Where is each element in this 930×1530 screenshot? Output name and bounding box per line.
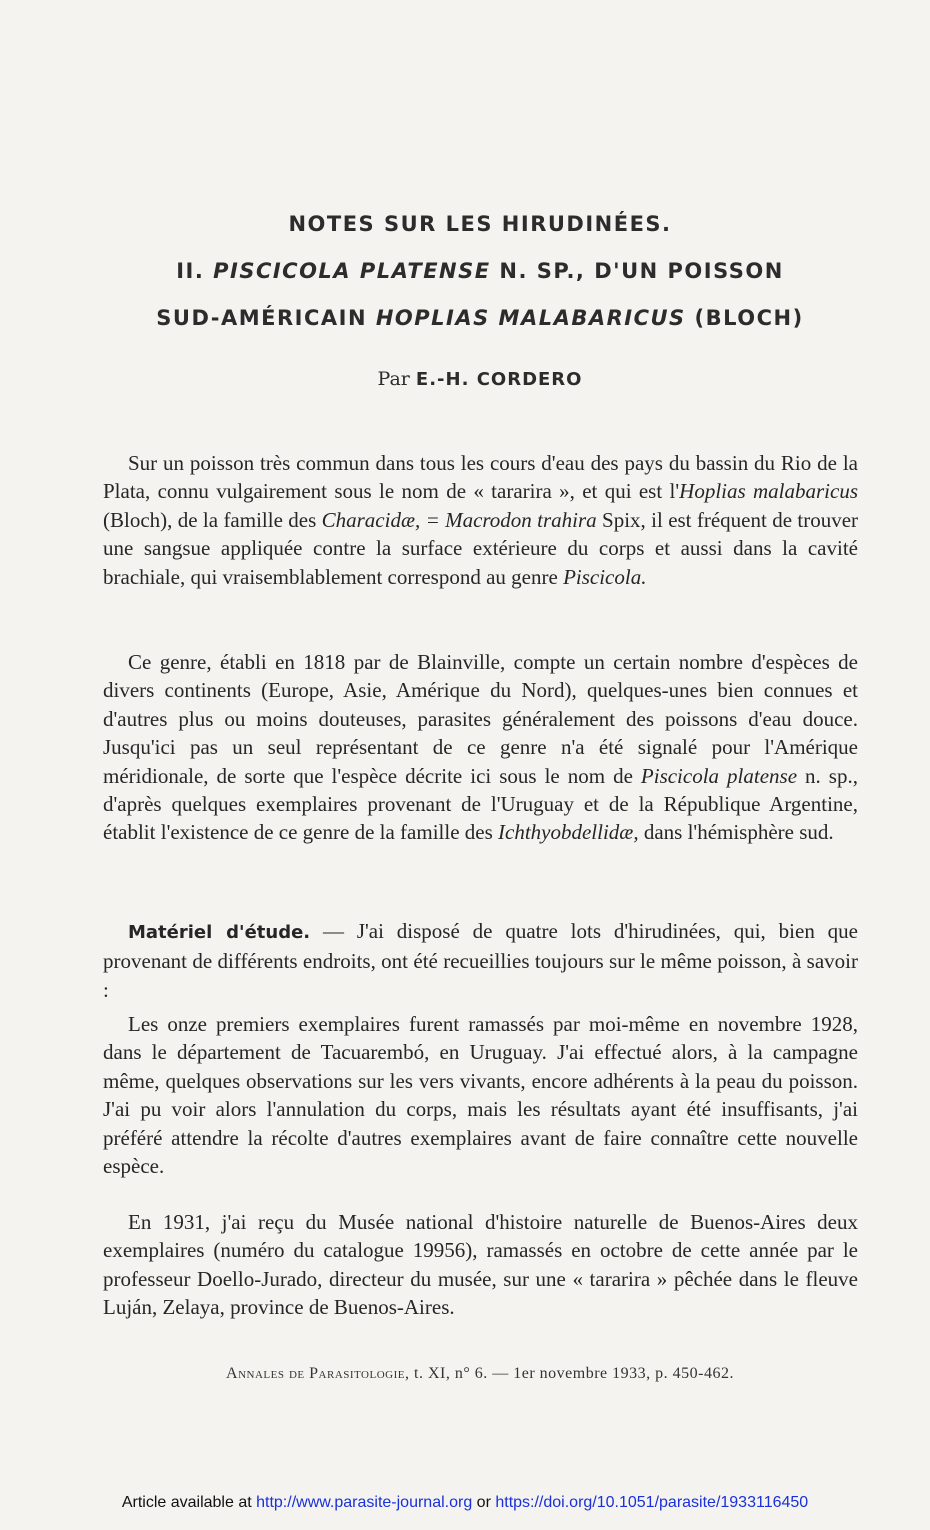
doi-link[interactable]: https://doi.org/10.1051/parasite/1933116450 — [495, 1494, 809, 1511]
title-line-3 — [100, 306, 860, 330]
author-line — [100, 368, 860, 390]
paragraph-1: Sur un poisson très commun dans tous les cours d'eau des pays du bassin du Rio de la Plata, connu vulgairement sous le nom de « tararira », et qui est l'Hoplias malabaricus (Bloch), de la famille des Characidæ, = Macrodon trahira Spix, il est fréquent de trouver une sangsue appliquée contre la surface extérieure du corps et aussi dans la cavité brachiale, qui vraisemblablement correspond au genre Piscicola. — [103, 451, 859, 589]
author-prefix: Par — [377, 368, 410, 390]
title-host-name: HOPLIAS MALABARICUS — [375, 306, 686, 330]
paragraph-4: Les onze premiers exemplaires furent ramassés par moi-même en novembre 1928, dans le département de Tacuarembó, en Uruguay. J'ai effectué alors, à la campagne même, quelques observations sur les vers vivants, encore adhérents à la peau du poisson. J'ai pu voir alors l'annulation du corps, mais les résultats ayant été insuffisants, j'ai préféré attendre la récolte d'autres exemplaires avant de faire connaître cette nouvelle espèce. — [103, 1012, 858, 1179]
availability-footer: Article available at http://www.parasite-journal.org or https://doi.org/10.1051/parasite/1933116450 — [121, 1494, 809, 1511]
title-species-name: PISCICOLA PLATENSE — [213, 259, 491, 283]
title-part-author: (BLOCH) — [694, 306, 804, 330]
section-lead: Matériel d'étude. — [128, 922, 311, 943]
paragraph-3: Matériel d'étude. — J'ai disposé de quatre lots d'hirudinées, qui, bien que provenant de différents endroits, ont été recueillies toujours sur le même poisson, à savoir : — [103, 919, 858, 1002]
journal-citation — [100, 1365, 860, 1383]
journal-link[interactable]: http://www.parasite-journal.org — [256, 1494, 473, 1511]
title-part-number: II. — [176, 259, 205, 283]
journal-name: Annales de Parasitologie — [226, 1365, 405, 1382]
title-line-2 — [100, 259, 860, 283]
citation-details: , t. XI, n° 6. — 1er novembre 1933, p. 450-462. — [405, 1365, 734, 1382]
paragraph-5: En 1931, j'ai reçu du Musée national d'histoire naturelle de Buenos-Aires deux exemplaires (numéro du catalogue 19956), ramassés en octobre de cette année par le professeur Doello-Jurado, directeur du musée, sur une « tararira » pêchée dans le fleuve Luján, Zelaya, province de Buenos-Aires. — [103, 1210, 858, 1320]
title-line-1: NOTES SUR LES HIRUDINÉES. — [288, 212, 672, 236]
title-part-suffix: N. SP., D'UN POISSON — [499, 259, 784, 283]
author-name: E.-H. CORDERO — [415, 369, 583, 390]
paragraph-2: Ce genre, établi en 1818 par de Blainville, compte un certain nombre d'espèces de divers continents (Europe, Asie, Amérique du Nord), quelques-unes bien connues et d'autres plus ou moins douteuses, parasites généralement des poissons d'eau douce. Jusqu'ici pas un seul représentant de ce genre n'a été signalé pour l'Amérique méridionale, de sorte que l'espèce décrite ici sous le nom de Piscicola platense n. sp., d'après quelques exemplaires provenant de l'Uruguay et de la République Argentine, établit l'existence de ce genre de la famille des Ichthyobdellidæ, dans l'hémisphère sud. — [103, 650, 858, 845]
title-part-prefix: SUD-AMÉRICAIN — [156, 306, 368, 330]
